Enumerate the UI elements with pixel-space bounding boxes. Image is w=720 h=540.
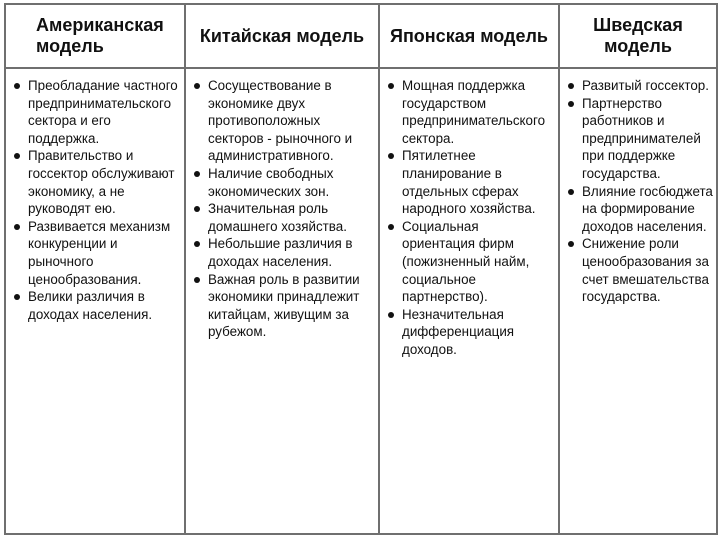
list-item — [386, 218, 555, 306]
list-item — [192, 200, 375, 235]
swedish-model-heading: Шведская модель — [559, 4, 717, 68]
list-item — [566, 235, 713, 305]
list-item — [192, 235, 375, 270]
bullet-icon — [14, 153, 20, 159]
bullet-icon — [194, 171, 200, 177]
list-item-text: Преобладание частного предпринимательского сектора и его поддержка. — [28, 78, 178, 146]
content-row — [5, 68, 717, 534]
japanese-model-heading: Японская модель — [379, 4, 559, 68]
american-model-cell — [5, 68, 185, 534]
swedish-model-list — [566, 77, 713, 306]
list-item — [566, 77, 713, 95]
list-item-text: Мощная поддержка государством предпринимательского сектора. — [402, 78, 546, 146]
list-item — [12, 147, 181, 217]
list-item — [386, 147, 555, 217]
bullet-icon — [194, 83, 200, 89]
list-item-text: Влияние госбюджета на формирование доходов населения. — [582, 183, 713, 234]
list-item — [386, 77, 555, 147]
bullet-icon — [568, 83, 574, 89]
bullet-icon — [14, 83, 20, 89]
swedish-model-cell — [559, 68, 717, 534]
list-item — [566, 95, 713, 183]
list-item-text: Партнерство работников и предпринимателей при поддержке государства. — [582, 95, 701, 181]
list-item — [12, 288, 181, 323]
list-item-text: Развивается механизм конкуренции и рыночного ценообразования. — [28, 218, 171, 287]
list-item — [12, 77, 181, 147]
bullet-icon — [388, 224, 394, 230]
bullet-icon — [568, 101, 574, 107]
list-item-text: Важная роль в развитии экономики принадлежит китайцам, живущим за рубежом. — [208, 271, 360, 340]
list-item-text: Снижение роли ценообразования за счет вмешательства государства. — [582, 236, 709, 305]
list-item-text: Велики различия в доходах населения. — [28, 289, 153, 322]
list-item-text: Значительная роль домашнего хозяйства. — [208, 201, 347, 234]
chinese-model-heading: Китайская модель — [185, 4, 379, 68]
list-item — [192, 165, 375, 200]
list-item-text: Развитый госсектор. — [582, 78, 709, 93]
bullet-icon — [194, 241, 200, 247]
bullet-icon — [194, 206, 200, 212]
list-item — [192, 271, 375, 341]
bullet-icon — [14, 224, 20, 230]
list-item-text: Незначительная дифференциация доходов. — [402, 306, 515, 357]
list-item-text: Социальная ориентация фирм (пожизненный найм, социальное партнерство). — [402, 218, 530, 305]
american-model-heading: Американская модель — [5, 4, 185, 68]
list-item — [566, 183, 713, 236]
bullet-icon — [388, 83, 394, 89]
bullet-icon — [388, 312, 394, 318]
list-item-text: Пятилетнее планирование в отдельных сферах народного хозяйства. — [402, 148, 536, 217]
bullet-icon — [14, 294, 20, 300]
japanese-model-list — [386, 77, 555, 359]
list-item-text: Наличие свободных экономических зон. — [208, 165, 334, 199]
economic-models-table — [4, 3, 718, 535]
bullet-icon — [568, 189, 574, 195]
chinese-model-cell — [185, 68, 379, 534]
header-row — [5, 4, 717, 68]
bullet-icon — [388, 153, 394, 159]
list-item-text: Правительство и госсектор обслуживают экономику, а не руководят ею. — [28, 148, 175, 217]
chinese-model-list — [192, 77, 375, 341]
list-item — [386, 306, 555, 359]
american-model-list — [12, 77, 181, 323]
bullet-icon — [568, 241, 574, 247]
list-item — [12, 218, 181, 288]
japanese-model-cell — [379, 68, 559, 534]
list-item — [192, 77, 375, 165]
bullet-icon — [194, 277, 200, 283]
list-item-text: Сосуществование в экономике двух противоположных секторов - рыночного и административного. — [208, 78, 353, 164]
list-item-text: Небольшие различия в доходах населения. — [208, 236, 353, 269]
